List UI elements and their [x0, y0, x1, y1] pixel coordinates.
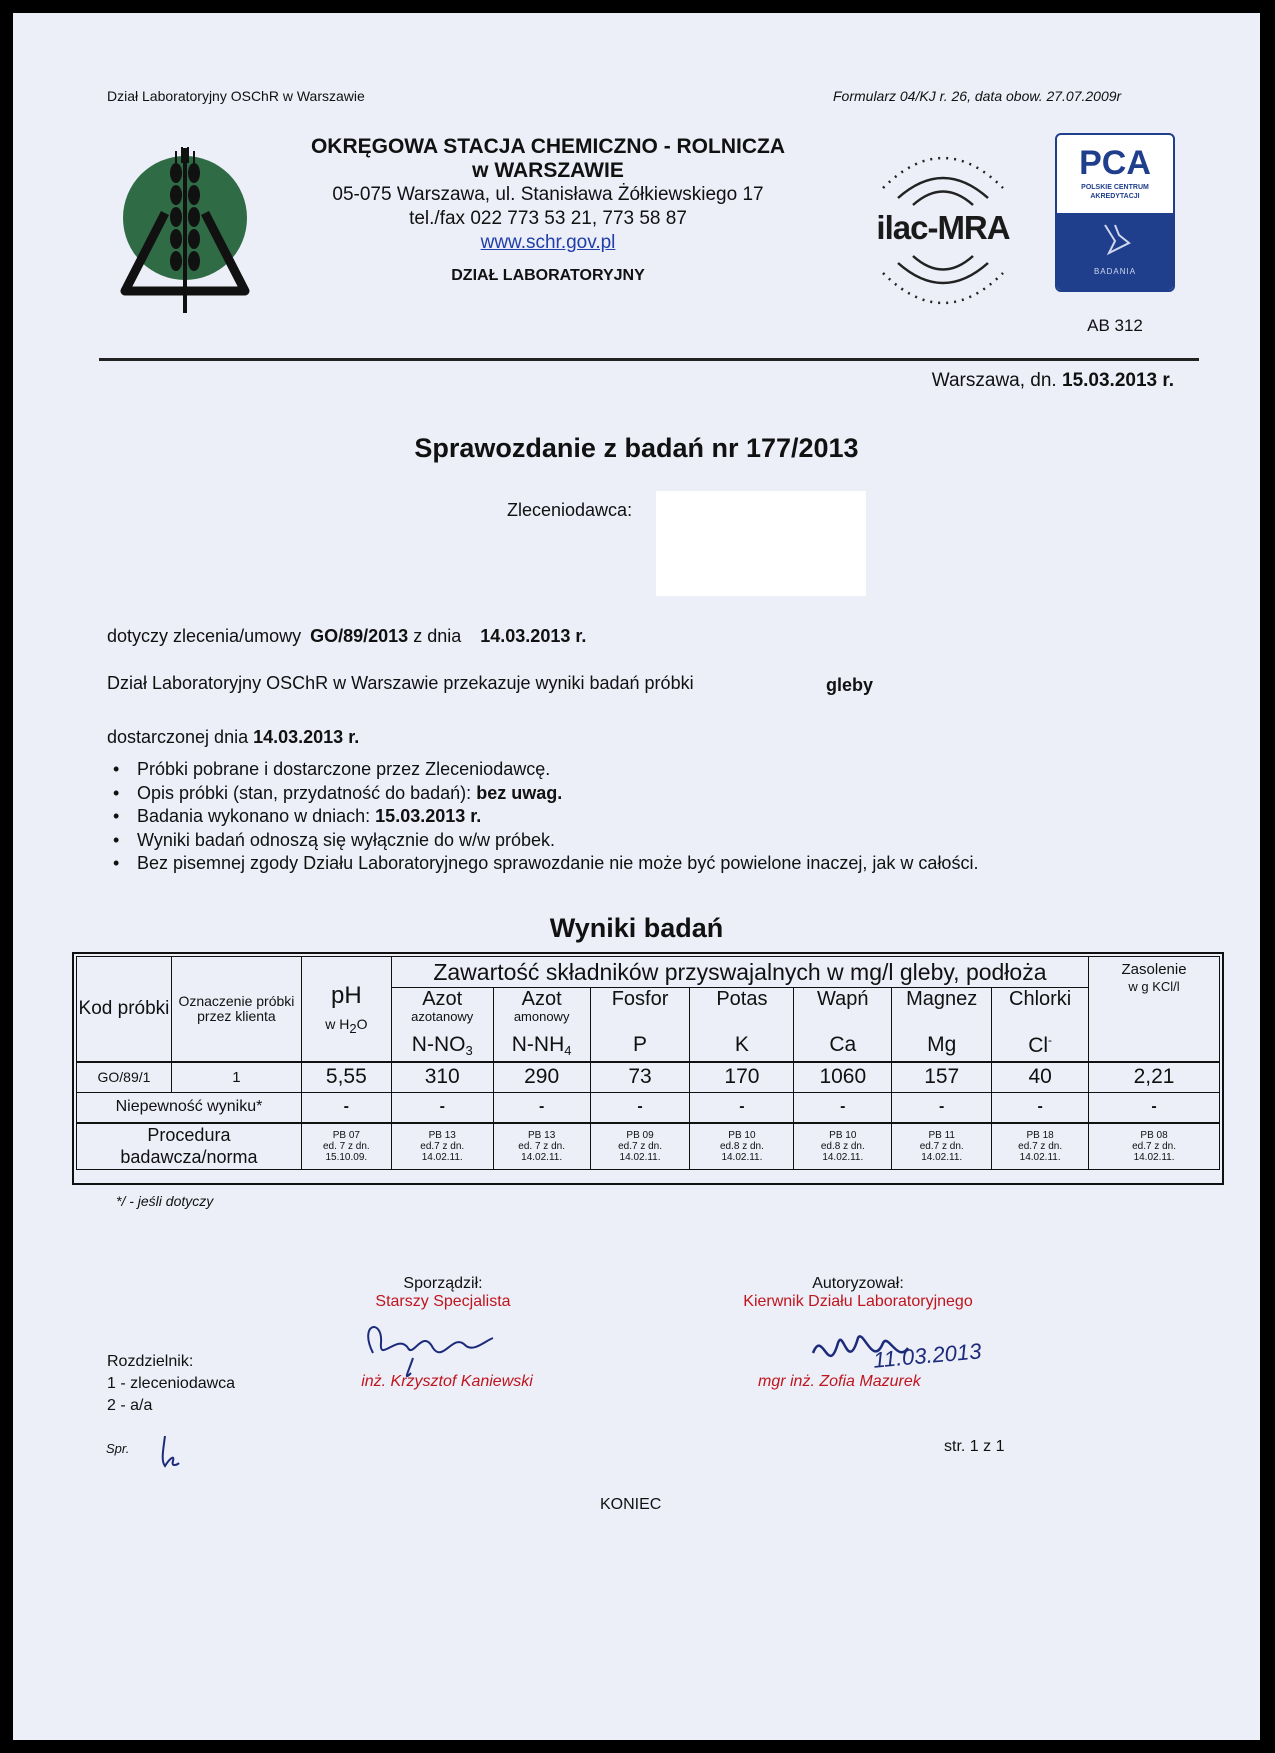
distribution-item: 1 - zleceniodawca	[107, 1375, 236, 1392]
authorized-role: Kierwnik Działu Laboratoryjnego	[743, 1293, 973, 1310]
pca-badge	[1055, 133, 1175, 292]
org-name-line1: OKRĘGOWA STACJA CHEMICZNO - ROLNICZA	[310, 135, 786, 158]
procedure-cell: PB 10 ed.8 z dn. 14.02.11.	[794, 1123, 892, 1170]
delivered-prefix: dostarczonej dnia	[107, 727, 249, 747]
place-date	[932, 370, 1174, 392]
procedure-cell: PB 13 ed.7 z dn. 14.02.11.	[391, 1123, 493, 1170]
table-row	[77, 1062, 1220, 1093]
note-item: • Badania wykonano w dniach: 15.03.2013 r.	[107, 805, 1207, 829]
header-content: Zawartość składników przyswajalnych w mg/l gleby, podłoża	[391, 957, 1088, 988]
header-symbol-2: P	[590, 1030, 690, 1062]
note-item: • Próbki pobrane i dostarczone przez Zleceniodawcę.	[107, 758, 1207, 782]
authorized-block	[713, 1275, 1003, 1311]
uncertainty-cell: -	[992, 1093, 1089, 1123]
header-component-0: Azot azotanowy	[391, 988, 493, 1030]
prepared-name: inż. Krzysztof Kaniewski	[361, 1373, 533, 1390]
note-item: • Opis próbki (stan, przydatność do badań): bez uwag.	[107, 782, 1207, 806]
org-address: 05-075 Warszawa, ul. Stanisława Żółkiewskiego 17	[332, 184, 764, 205]
header-client-mark: Oznaczenie próbki przez klienta	[171, 957, 301, 1062]
client-label: Zleceniodawca:	[507, 500, 633, 520]
pca-line1: POLSKIE CENTRUM	[1081, 184, 1149, 191]
accreditation-number: AB 312	[1087, 316, 1143, 335]
org-name-line2: w WARSZAWIE	[472, 159, 624, 182]
note-item: • Wyniki badań odnoszą się wyłącznie do w/w próbek.	[107, 829, 1207, 853]
report-title: Sprawozdanie z badań nr 177/2013	[414, 433, 859, 463]
header-symbol-3: K	[690, 1030, 794, 1062]
header-ph: pH w H2O	[301, 957, 391, 1062]
order-prefix: dotyczy zlecenia/umowy	[107, 626, 302, 646]
notes-list	[107, 758, 1207, 876]
distribution-item: 2 - a/a	[107, 1397, 153, 1414]
pca-line2: AKREDYTACJI	[1090, 193, 1140, 200]
org-phone: tel./fax 022 773 53 21, 773 58 87	[409, 208, 687, 229]
org-website-link[interactable]: www.schr.gov.pl	[480, 232, 616, 253]
sample-type: gleby	[826, 675, 874, 695]
org-department: DZIAŁ LABORATORYJNY	[451, 267, 645, 284]
uncertainty-cell: -	[590, 1093, 690, 1123]
end-text: KONIEC	[600, 1496, 662, 1513]
header-symbol-0: $N-NO_3$	[391, 1030, 493, 1062]
uncertainty-cell: -	[493, 1093, 590, 1123]
cell-value: 157	[892, 1062, 992, 1093]
procedure-cell: PB 18 ed.7 z dn. 14.02.11.	[992, 1123, 1089, 1170]
procedure-cell: PB 10 ed.8 z dn. 14.02.11.	[690, 1123, 794, 1170]
spr-label: Spr.	[106, 1441, 130, 1456]
cell-value: 290	[493, 1062, 590, 1093]
transfer-text: Dział Laboratoryjny OSChR w Warszawie przekazuje wyniki badań próbki	[107, 673, 694, 693]
uncertainty-label: Niepewność wyniku*	[77, 1093, 302, 1123]
uncertainty-cell: -	[690, 1093, 794, 1123]
header-component-1: Azot amonowy	[493, 988, 590, 1030]
uncertainty-cell: -	[391, 1093, 493, 1123]
cell-value: 170	[690, 1062, 794, 1093]
cell-value: 73	[590, 1062, 690, 1093]
procedure-cell: PB 07 ed. 7 z dn. 15.10.09.	[301, 1123, 391, 1170]
results-table	[76, 956, 1220, 1170]
order-middle: z dnia	[413, 626, 462, 646]
cell-sample-code: GO/89/1	[77, 1062, 172, 1093]
order-number: GO/89/2013	[310, 626, 409, 646]
cell-value: 1060	[794, 1062, 892, 1093]
header-salinity: Zasolenie w g KCl/l	[1089, 957, 1220, 1062]
prepared-label: Sporządził:	[403, 1275, 483, 1292]
uncertainty-cell: -	[794, 1093, 892, 1123]
authorized-label: Autoryzował:	[812, 1275, 904, 1292]
procedure-cell: PB 08 ed.7 z dn. 14.02.11.	[1089, 1123, 1220, 1170]
client-redacted-box	[656, 491, 866, 596]
header-component-4: Wapń	[794, 988, 892, 1030]
header-component-3: Potas	[690, 988, 794, 1030]
ilac-mra-badge	[853, 133, 1033, 323]
spr-initials-icon	[153, 1431, 193, 1471]
header-symbol-4: Ca	[794, 1030, 892, 1062]
cell-value: 2,21	[1089, 1062, 1220, 1093]
header-divider	[99, 358, 1199, 361]
table-row	[77, 1123, 1220, 1170]
procedure-cell: PB 13 ed. 7 z dn. 14.02.11.	[493, 1123, 590, 1170]
header-symbol-1: $N-NH_4$	[493, 1030, 590, 1062]
pca-badania: BADANIA	[1093, 267, 1137, 276]
order-date: 14.03.2013 r.	[480, 626, 587, 646]
header-symbol-6: Cl-	[992, 1030, 1089, 1062]
prepared-block	[303, 1275, 583, 1311]
uncertainty-cell: -	[301, 1093, 391, 1123]
cell-value: 310	[391, 1062, 493, 1093]
procedure-label: Procedura badawcza/norma	[77, 1123, 302, 1170]
flask-icon	[1097, 221, 1133, 257]
report-page	[13, 13, 1260, 1740]
results-title: Wyniki badań	[549, 913, 724, 943]
distribution-title: Rozdzielnik:	[107, 1353, 194, 1370]
cell-client-mark: 1	[171, 1062, 301, 1093]
delivered-line	[107, 727, 359, 748]
uncertainty-cell: -	[1089, 1093, 1220, 1123]
header-sample-code: Kod próbki	[77, 957, 172, 1062]
procedure-cell: PB 09 ed.7 z dn. 14.02.11.	[590, 1123, 690, 1170]
order-line	[107, 626, 586, 647]
header-symbol-5: Mg	[892, 1030, 992, 1062]
authorized-name: mgr inż. Zofia Mazurek	[758, 1373, 921, 1390]
header-component-5: Magnez	[892, 988, 992, 1030]
note-item: • Bez pisemnej zgody Działu Laboratoryjnego sprawozdanie nie może być powielone inaczej, jak w całości.	[107, 852, 1207, 876]
header-left: Dział Laboratoryjny OSChR w Warszawie	[107, 88, 365, 104]
procedure-cell: PB 11 ed.7 z dn. 14.02.11.	[892, 1123, 992, 1170]
place-prefix: Warszawa, dn.	[931, 370, 1057, 391]
table-row	[77, 1093, 1220, 1123]
report-date: 15.03.2013 r.	[1062, 370, 1174, 391]
ilac-mra-text: ilac-MRA	[876, 209, 1010, 246]
cell-value: 40	[992, 1062, 1089, 1093]
prepared-role: Starszy Specjalista	[375, 1293, 511, 1310]
header-right: Formularz 04/KJ r. 26, data obow. 27.07.2009r	[833, 88, 1122, 104]
uncertainty-cell: -	[892, 1093, 992, 1123]
authorized-handwritten-date: 11.03.2013	[872, 1338, 983, 1373]
wheat-flask-logo-icon	[113, 143, 273, 318]
distribution-block	[107, 1351, 235, 1417]
header-component-6: Chlorki	[992, 988, 1089, 1030]
page-info: str. 1 z 1	[944, 1438, 1005, 1455]
table-footnote: */ - jeśli dotyczy	[116, 1193, 214, 1209]
delivered-date: 14.03.2013 r.	[253, 727, 360, 747]
cell-ph: 5,55	[301, 1062, 391, 1093]
header-component-2: Fosfor	[590, 988, 690, 1030]
pca-title: PCA	[1079, 144, 1151, 182]
